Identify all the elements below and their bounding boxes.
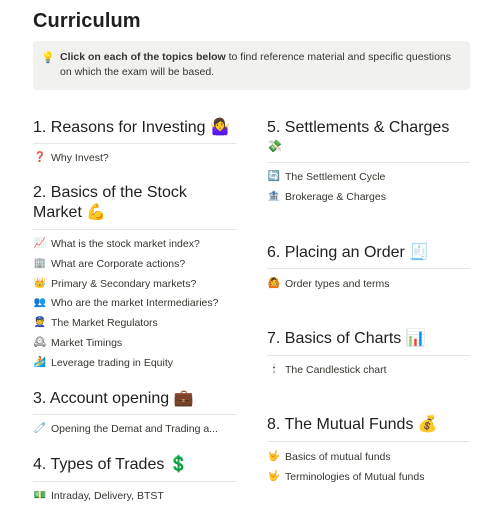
topic-label: Market Timings: [51, 337, 123, 349]
topic-link-basics-mutual-funds[interactable]: [267, 450, 391, 464]
section-account-opening-title: 3. Account opening 💼: [33, 390, 194, 407]
bank-icon: 🏦: [267, 191, 281, 202]
divider: [33, 481, 236, 482]
topic-label: Opening the Demat and Trading a...: [51, 423, 218, 435]
divider: [33, 229, 236, 230]
topic-link-brokerage-charges[interactable]: [267, 190, 386, 204]
topic-label: Who are the market Intermediaries?: [51, 297, 219, 309]
topic-label: Brokerage & Charges: [285, 191, 386, 203]
topic-label: What is the stock market index?: [51, 238, 200, 250]
section-title-line: Market 💪: [33, 204, 107, 221]
section-reasons-for-investing-title: 1. Reasons for Investing 🤷‍♀️: [33, 119, 230, 136]
topic-link-why-invest[interactable]: [33, 151, 109, 165]
section-mutual-funds-title: 8. The Mutual Funds 💰: [267, 416, 438, 433]
refresh-icon: 🔄: [267, 171, 281, 182]
divider: [33, 414, 236, 415]
callout-bold-text: Click on each of the topics below: [60, 51, 226, 63]
question-mark-icon: ❓: [33, 152, 47, 163]
topic-link-market-timings[interactable]: [33, 336, 122, 350]
topic-link-leverage-trading[interactable]: [33, 356, 173, 370]
topic-link-order-types[interactable]: [267, 277, 389, 291]
divider: [267, 162, 470, 163]
callout-text: to find reference material and specific questions on which the exam will be based.: [60, 51, 451, 78]
topic-link-mutual-fund-terminologies[interactable]: [267, 470, 425, 484]
topic-label: What are Corporate actions?: [51, 258, 186, 270]
rock-hand-icon: 🤟: [267, 471, 281, 482]
divider: [267, 441, 470, 442]
page-title: Curriculum: [33, 10, 141, 32]
topic-link-candlestick-chart[interactable]: [267, 363, 387, 377]
person-gesturing-icon: 🙆: [267, 278, 281, 289]
topic-label: Why Invest?: [51, 152, 109, 164]
section-title-line: 2. Basics of the Stock: [33, 184, 187, 201]
topic-label: The Candlestick chart: [285, 364, 387, 376]
topic-link-intraday-delivery-btst[interactable]: [33, 489, 164, 503]
topic-label: Order types and terms: [285, 278, 390, 290]
topic-label: Intraday, Delivery, BTST: [51, 490, 164, 502]
topic-label: Primary & Secondary markets?: [51, 278, 197, 290]
section-basics-stock-market-title: [33, 183, 187, 223]
surfer-icon: 🏄: [33, 357, 47, 368]
pin-icon: 🧷: [33, 423, 47, 434]
topic-link-settlement-cycle[interactable]: [267, 170, 385, 184]
office-building-icon: 🏢: [33, 258, 47, 269]
info-callout: [33, 41, 470, 90]
divider: [33, 143, 236, 144]
section-title-line: 5. Settlements & Charges: [267, 119, 450, 136]
section-placing-order-title: 6. Placing an Order 🧾: [267, 244, 430, 261]
topic-label: The Settlement Cycle: [285, 171, 386, 183]
money-bill-icon: 💵: [33, 490, 47, 501]
topic-link-market-intermediaries[interactable]: [33, 296, 219, 310]
topic-link-primary-secondary-markets[interactable]: [33, 277, 196, 291]
topic-label: Basics of mutual funds: [285, 451, 391, 463]
divider: [267, 355, 470, 356]
topic-label: Terminologies of Mutual funds: [285, 471, 425, 483]
lightbulb-icon: 💡: [41, 52, 55, 64]
crown-person-icon: 👑: [33, 278, 47, 289]
topic-link-market-regulators[interactable]: [33, 316, 158, 330]
candle-icon: 🕯: [272, 364, 276, 375]
section-settlements-charges-title: [267, 118, 449, 154]
topic-link-corporate-actions[interactable]: [33, 257, 185, 271]
topic-link-demat-trading-account[interactable]: [33, 422, 218, 436]
people-icon: 👥: [33, 297, 47, 308]
rock-hand-icon: 🤟: [267, 451, 281, 462]
section-title-line: 💸: [267, 139, 282, 153]
topic-link-stock-market-index[interactable]: [33, 237, 200, 251]
topic-label: The Market Regulators: [51, 317, 158, 329]
clock-icon: 🕰: [33, 337, 47, 348]
chart-up-icon: 📈: [33, 238, 47, 249]
divider: [267, 268, 470, 269]
police-officer-icon: 👮: [33, 317, 47, 328]
section-basics-of-charts-title: 7. Basics of Charts 📊: [267, 330, 426, 347]
topic-label: Leverage trading in Equity: [51, 357, 173, 369]
section-types-of-trades-title: 4. Types of Trades 💲: [33, 456, 189, 473]
